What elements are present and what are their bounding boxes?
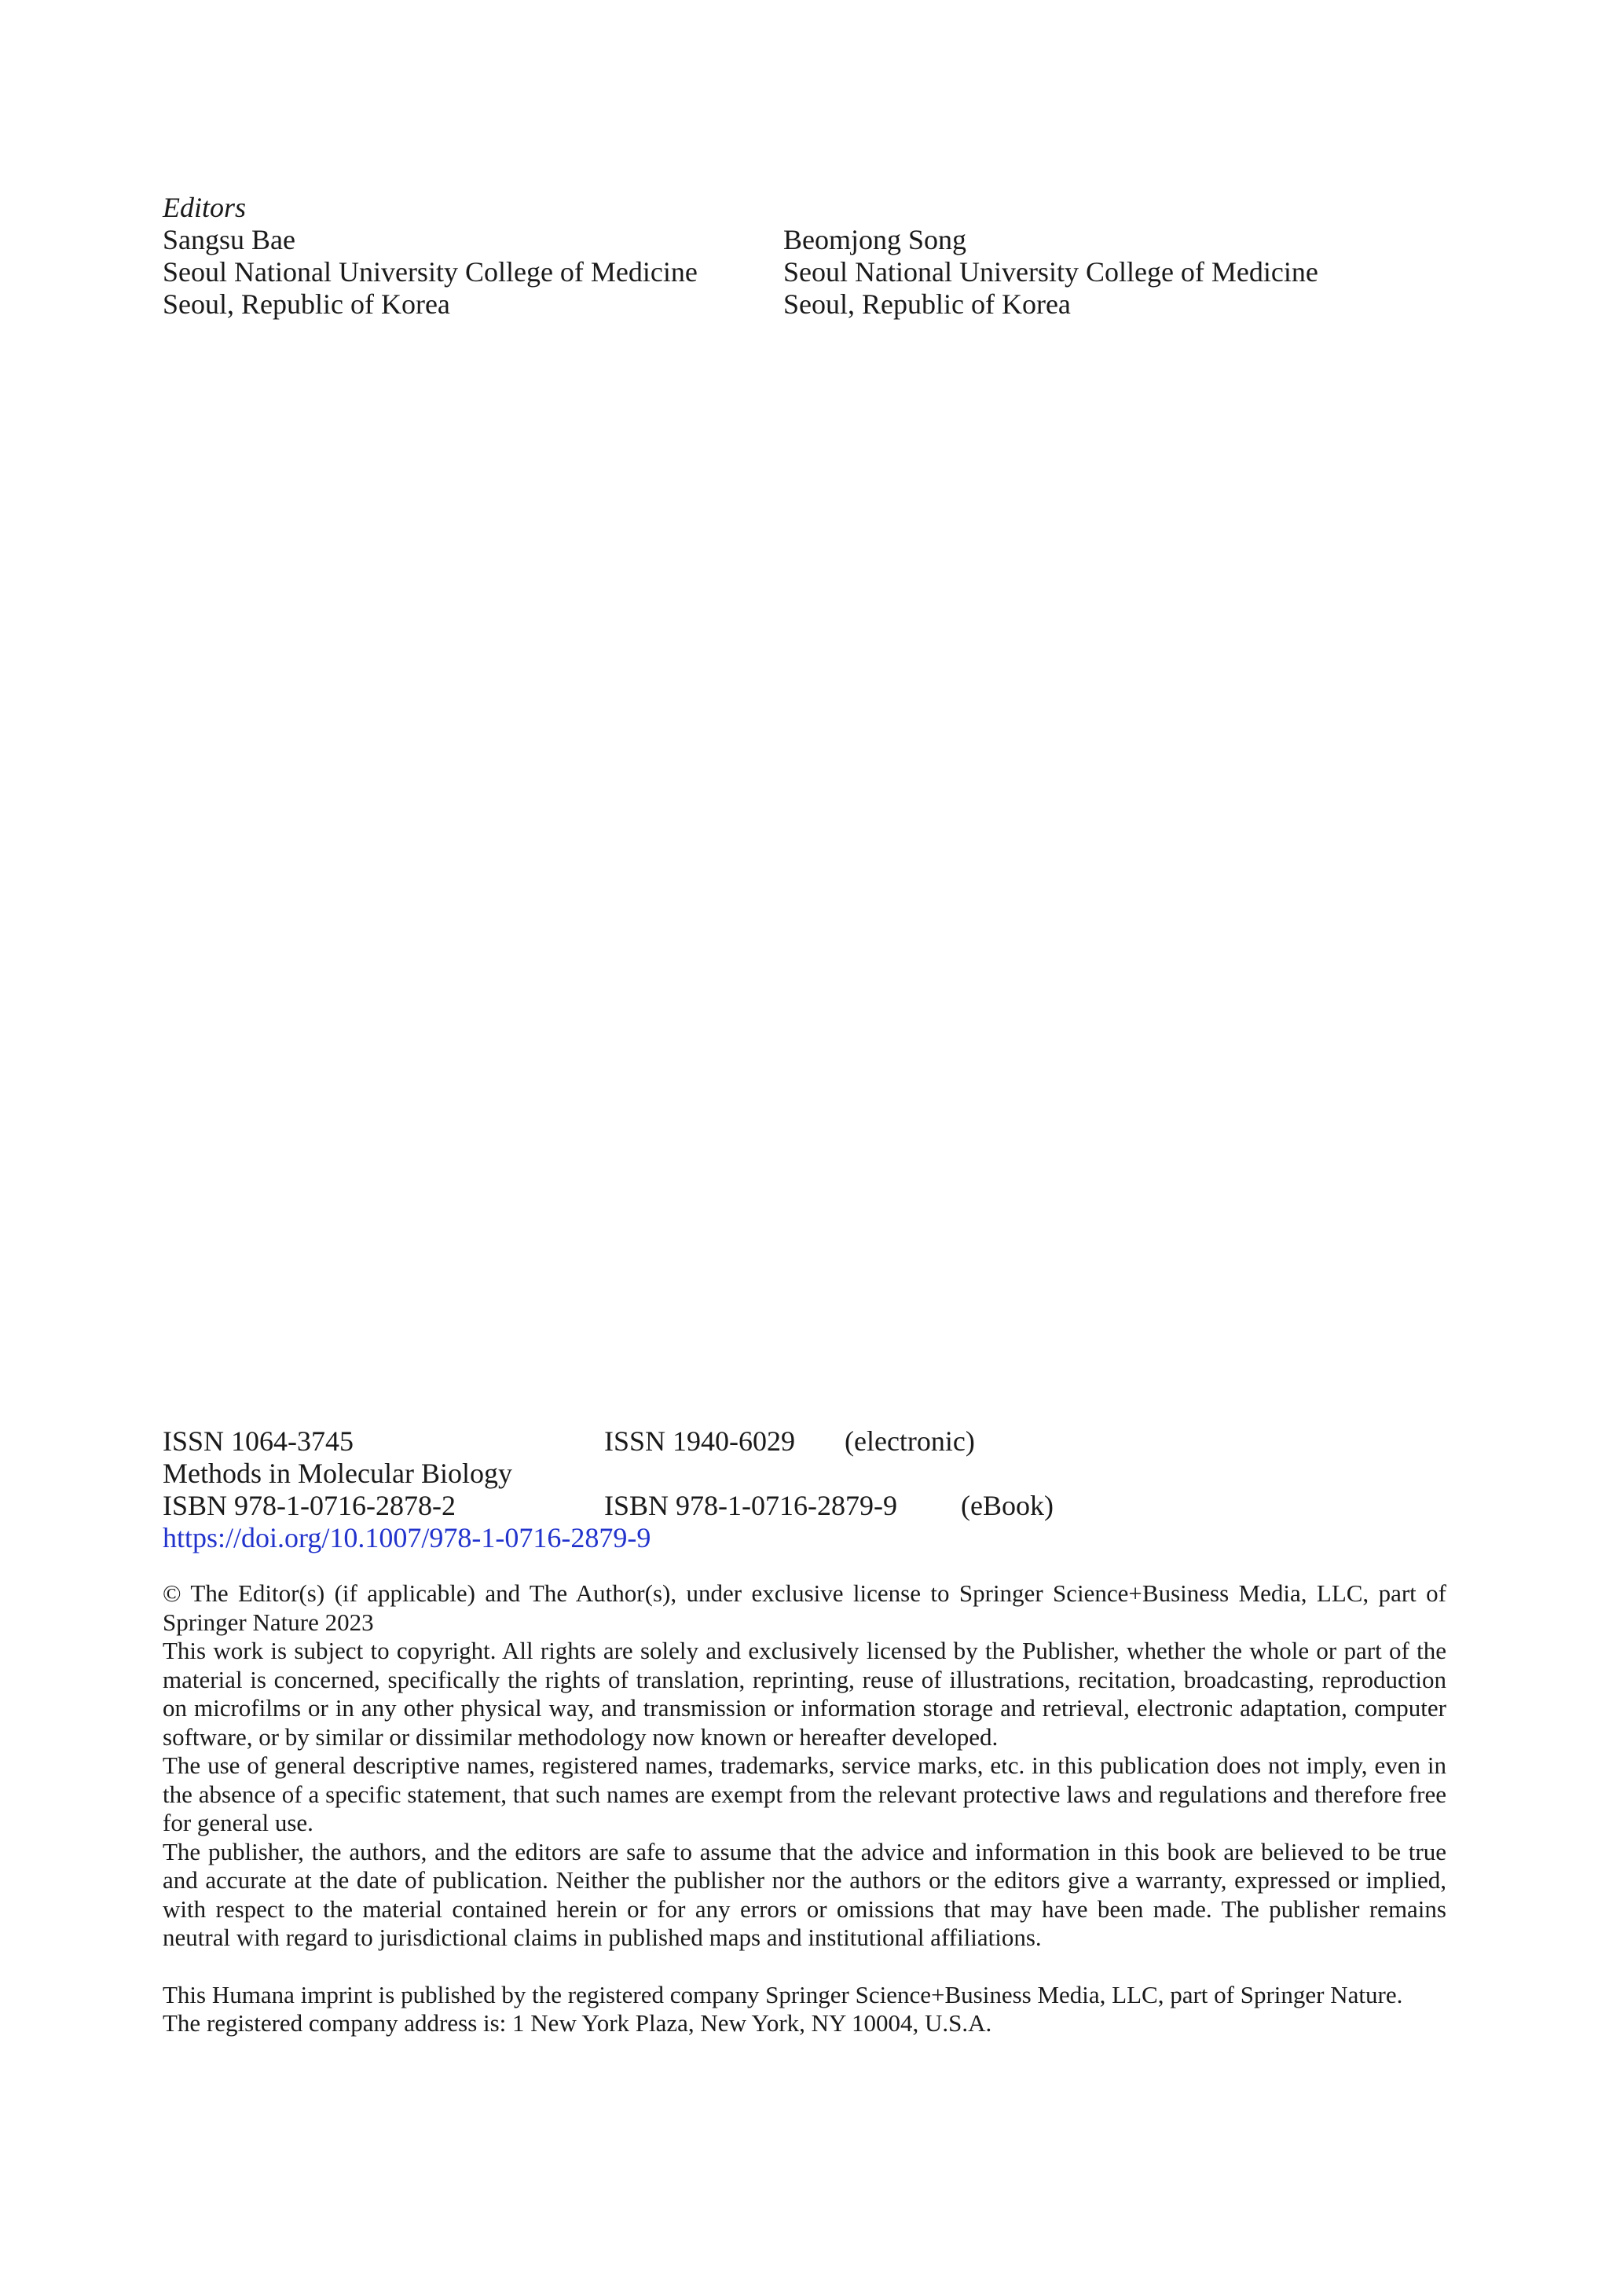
editor-right-name: Beomjong Song	[783, 224, 967, 255]
copyright-block	[163, 1579, 1446, 2038]
issn-electronic: ISSN 1940-6029	[604, 1425, 796, 1457]
copyright-notice: © The Editor(s) (if applicable) and The Author(s), under exclusive license to Springer Science+Business Media, LLC, part of Springer Nature 2023	[163, 1579, 1446, 1636]
doi-link[interactable]: https://doi.org/10.1007/978-1-0716-2879-9	[163, 1522, 651, 1553]
editors-label: Editors	[163, 192, 247, 223]
editor-left-affiliation: Seoul National University College of Medicine	[163, 256, 698, 288]
issn-electronic-note: (electronic)	[845, 1425, 975, 1457]
editor-right-location: Seoul, Republic of Korea	[783, 288, 1071, 320]
editor-right	[783, 224, 1318, 321]
isbn-ebook: ISBN 978-1-0716-2879-9	[604, 1490, 897, 1521]
address-paragraph: The registered company address is: 1 New York Plaza, New York, NY 10004, U.S.A.	[163, 2009, 992, 2037]
isbn-ebook-note: (eBook)	[961, 1490, 1054, 1521]
series-title: Methods in Molecular Biology	[163, 1458, 512, 1489]
editor-left-name: Sangsu Bae	[163, 224, 295, 255]
editors-block	[163, 192, 1318, 320]
series-row	[163, 1458, 1451, 1490]
names-paragraph: The use of general descriptive names, registered names, trademarks, service marks, etc. in this publication does not imply, even in the absence of a specific statement, that such names are exempt from the relevant protective laws and regulations and therefore free for general use.	[163, 1751, 1446, 1836]
issn-print: ISSN 1064-3745	[163, 1425, 354, 1457]
advice-paragraph: The publisher, the authors, and the editors are safe to assume that the advice and information in this book are believed to be true and accurate at the date of publication. Neither the publisher nor the authors or the editors give a warranty, expressed or implied, with respect to the material contained herein or for any errors or omissions that may have been made. The publisher remains neutral with regard to jurisdictional claims in published maps and institutional affiliations.	[163, 1837, 1446, 1951]
copyright-paragraph: This work is subject to copyright. All rights are solely and exclusively licensed by the Publisher, whether the whole or part of the material is concerned, specifically the rights of translation, reprinting, reuse of illustrations, recitation, broadcasting, reproduction on microfilms or in any other physical way, and transmission or information storage and retrieval, electronic adaptation, computer software, or by similar or dissimilar methodology now known or hereafter developed.	[163, 1637, 1446, 1751]
issn-row	[163, 1425, 1451, 1458]
isbn-print: ISBN 978-1-0716-2878-2	[163, 1490, 456, 1521]
doi-row	[163, 1522, 1451, 1554]
imprint-paragraph: This Humana imprint is published by the registered company Springer Science+Business Media, LLC, part of Springer Nature.	[163, 1980, 1403, 2008]
editor-right-affiliation: Seoul National University College of Medicine	[783, 256, 1318, 288]
editor-left-location: Seoul, Republic of Korea	[163, 288, 450, 320]
isbn-row	[163, 1490, 1451, 1522]
identifiers-block	[163, 1425, 1451, 1554]
editor-left	[163, 224, 698, 321]
